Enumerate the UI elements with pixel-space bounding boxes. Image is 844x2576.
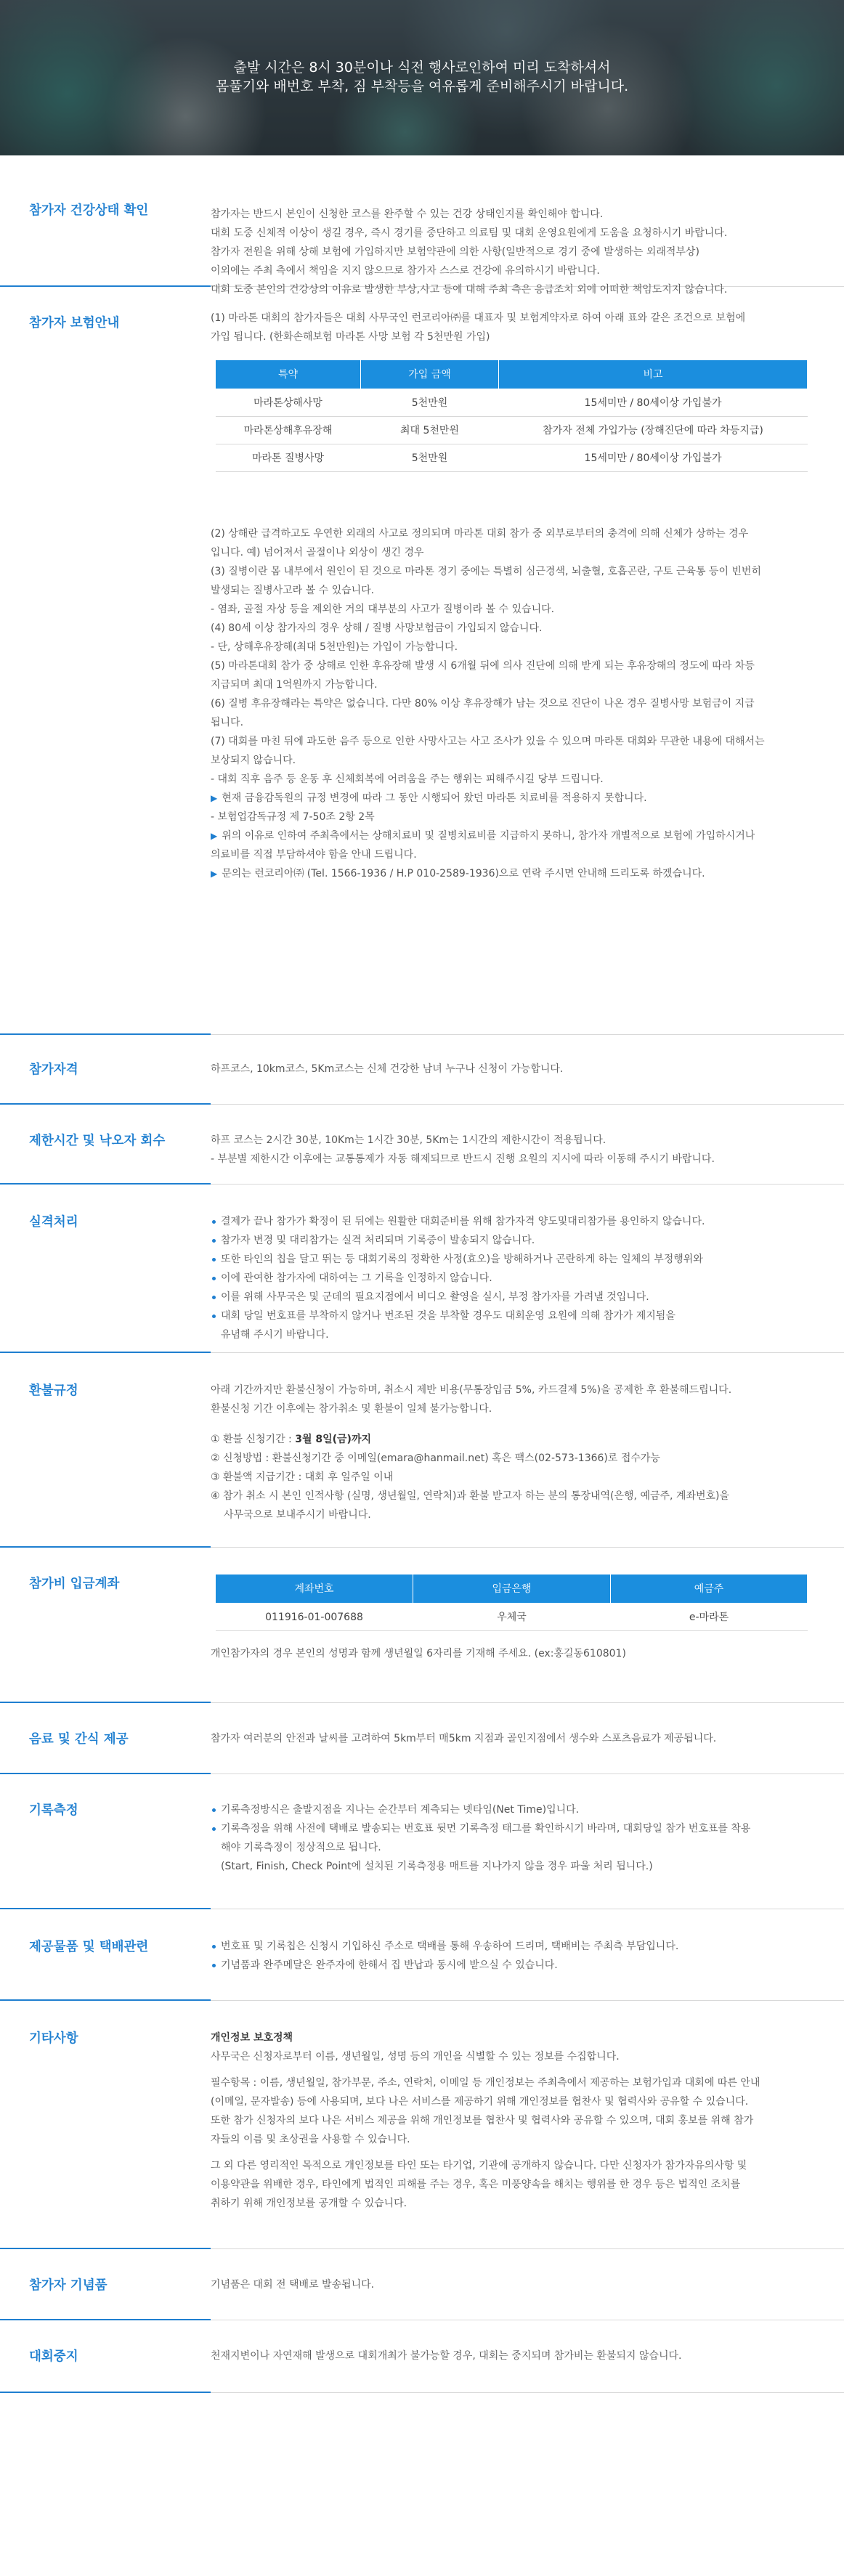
- text-line: - 보험업감독규정 제 7-50조 2항 2목: [211, 811, 375, 823]
- text-line: (2) 상해란 급격하고도 우연한 외래의 사고로 정의되며 마라톤 대회 참가 중 외부로부터의 충격에 의해 신체가 상하는 경우: [211, 528, 749, 540]
- notice-text: 위의 이유로 인하여 주최측에서는 상해치료비 및 질병치료비를 지급하지 못하니, 참가자 개별적으로 보험에 가입하시거나: [222, 830, 755, 842]
- table-cell: 15세미만 / 80세이상 가입불가: [499, 444, 808, 472]
- text-line: 대회 도중 본인의 건강상의 이유로 발생한 부상,사고 등에 대해 주최 측은 응급조치 외에 어떠한 책임도지지 않습니다.: [211, 284, 728, 296]
- list-item: 이를 위해 사무국은 및 군데의 필요지점에서 비디오 촬영을 실시, 부정 참가자를 가려낼 것입니다.: [211, 1288, 800, 1307]
- text-line: 됩니다.: [211, 717, 244, 728]
- table-row: [216, 417, 808, 444]
- section-delivery: [0, 1909, 844, 2001]
- table-cell: 참가자 전체 가입가능 (장해진단에 따라 차등지급): [499, 417, 808, 444]
- list-item: 이에 관여한 참가자에 대하여는 그 기록을 인정하지 않습니다.: [211, 1269, 800, 1288]
- account-holder: e-마라톤: [611, 1604, 808, 1631]
- text-line: 참가자 전원을 위해 상해 보험에 가입하지만 보험약관에 의한 사항(일반적으로 경기 중에 발생하는 외래적부상): [211, 246, 699, 258]
- text-line: 참가자는 반드시 본인이 신청한 코스를 완주할 수 있는 건강 상태인지를 확인해야 합니다.: [211, 208, 604, 220]
- section-body: [211, 1131, 844, 1184]
- text-line: 하프 코스는 2시간 30분, 10Km는 1시간 30분, 5Km는 1시간의 제한시간이 적용됩니다.: [211, 1134, 606, 1146]
- text-line: 환불신청 기간 이후에는 참가취소 및 환불이 일체 불가능합니다.: [211, 1403, 492, 1415]
- section-etc: [0, 2001, 844, 2249]
- notice-text: 현재 금융감독원의 규정 변경에 따라 그 동안 시행되어 왔던 마라톤 치료비를 적용하지 못합니다.: [222, 792, 647, 804]
- section-souvenir: [0, 2249, 844, 2320]
- section-refund: [0, 1353, 844, 1548]
- section-disqualification: [0, 1185, 844, 1353]
- section-title: 참가자 기념품: [29, 2278, 107, 2293]
- text-line: - 대회 직후 음주 등 운동 후 신체회복에 어려움을 주는 행위는 피해주시길 당부 드립니다.: [211, 773, 604, 785]
- list-item: 기록측정을 위해 사전에 택배로 발송되는 번호표 뒷면 기록측정 태그를 확인하시기 바라며, 대회당일 참가 번호표를 착용: [211, 1819, 800, 1838]
- section-qualification: [0, 1035, 844, 1105]
- table-row: [216, 444, 808, 472]
- section-title: 참가비 입금계좌: [29, 1577, 120, 1591]
- arrow-icon: ▶: [211, 869, 218, 879]
- notice-line: [211, 789, 808, 808]
- notice-line: [211, 826, 808, 845]
- section-body: [211, 2275, 844, 2320]
- section-title: 참가자격: [29, 1063, 78, 1077]
- section-title: 환불규정: [29, 1384, 78, 1398]
- section-record: [0, 1774, 844, 1909]
- text-line: 참가자 여러분의 안전과 날씨를 고려하여 5km부터 매5km 지점과 골인지점에서 생수와 스포츠음료가 제공됩니다.: [211, 1733, 717, 1744]
- text-line: - 부분별 제한시간 이후에는 교통통제가 자동 해제되므로 반드시 진행 요원의 지시에 따라 이동해 주시기 바랍니다.: [211, 1153, 715, 1165]
- section-drink: [0, 1703, 844, 1774]
- table-cell: 15세미만 / 80세이상 가입불가: [499, 389, 808, 417]
- text-line: 이외에는 주최 측에서 책임을 지지 않으므로 참가자 스스로 건강에 유의하시기 바랍니다.: [211, 265, 600, 277]
- table-cell: 최대 5천만원: [361, 417, 499, 444]
- text-line: 천재지변이나 자연재해 발생으로 대회개최가 불가능할 경우, 대회는 중지되며 참가비는 환불되지 않습니다.: [211, 2350, 682, 2362]
- table-header: 입금은행: [413, 1575, 611, 1604]
- section-title: 음료 및 간식 제공: [29, 1732, 129, 1747]
- text-line: - 염좌, 골절 자상 등을 제외한 거의 대부분의 사고가 질병이라 볼 수 있습니다.: [211, 604, 555, 615]
- list-item: 기념품과 완주메달은 완주자에 한해서 집 반납과 동시에 받으실 수 있습니다.: [211, 1956, 800, 1975]
- text-line: 개인참가자의 경우 본인의 성명과 함께 생년월일 6자리를 기재해 주세요. (ex:홍길동610801): [211, 1648, 626, 1659]
- account-table: [215, 1574, 808, 1631]
- text-line: 가입 됩니다. (한화손해보험 마라톤 사망 보험 각 5천만원 가입): [211, 331, 490, 343]
- section-body: [211, 205, 844, 296]
- text-line: (3) 질병이란 몸 내부에서 원인이 된 것으로 마라톤 경기 중에는 특별히 심근경색, 뇌출혈, 호흡곤란, 구토 근육통 등이 빈번히: [211, 566, 761, 577]
- section-body: [211, 1060, 844, 1104]
- table-header-row: [216, 360, 808, 389]
- list-item: 결제가 끝나 참가가 확정이 된 뒤에는 원활한 대회준비를 위해 참가자격 양도및대리참가를 용인하지 않습니다.: [211, 1212, 800, 1231]
- section-title: 기록측정: [29, 1803, 78, 1818]
- text-line: 유념해 주시기 바랍니다.: [221, 1329, 329, 1341]
- text-line: 사무국은 신청자로부터 이름, 생년월일, 성명 등의 개인을 식별할 수 있는 정보를 수집합니다.: [211, 2051, 620, 2063]
- table-header: 계좌번호: [216, 1575, 413, 1604]
- section-cancel: [0, 2320, 844, 2393]
- arrow-icon: ▶: [211, 831, 218, 841]
- section-body: [211, 1937, 844, 2000]
- text-line: 발생되는 질병사고라 볼 수 있습니다.: [211, 585, 375, 596]
- text-line: 또한 참가 신청자의 보다 나은 서비스 제공을 위해 개인정보를 협찬사 및 협력사와 공유할 수 있으며, 대회 홍보를 위해 참가: [211, 2115, 754, 2126]
- list-item: 또한 타인의 칩을 달고 뛰는 등 대회기록의 정확한 사정(효오)을 방해하거나 곤란하게 하는 일체의 부정행위와: [211, 1250, 800, 1269]
- section-title: 참가자 건강상태 확인: [29, 203, 149, 218]
- text-label: ① 환불 신청기간 :: [211, 1434, 296, 1445]
- text-line: 해야 기록측정이 정상적으로 됩니다.: [221, 1842, 381, 1853]
- section-body: [211, 1800, 844, 1909]
- text-line: 그 외 다른 영리적인 목적으로 개인정보를 타인 또는 타기업, 기관에 공개하지 않습니다. 다만 신청자가 참가자유의사항 및: [211, 2160, 747, 2171]
- table-header: 비고: [499, 360, 808, 389]
- text-line: 입니다. 예) 넘어져서 골절이나 외상이 생긴 경우: [211, 547, 424, 558]
- table-cell: 마라톤 질병사망: [216, 444, 361, 472]
- section-timelimit: [0, 1105, 844, 1185]
- list-item: 참가자 변경 및 대리참가는 실격 처리되며 기록증이 발송되지 않습니다.: [211, 1231, 800, 1250]
- privacy-heading: 개인정보 보호정책: [211, 2032, 293, 2044]
- table-cell: 5천만원: [361, 444, 499, 472]
- hero-line-1: 출발 시간은 8시 30분이나 식전 행사로인하여 미리 도착하셔서: [233, 60, 611, 76]
- text-line: (이메일, 문자발송) 등에 사용되며, 보다 나은 서비스를 제공하기 위해 개인정보를 협찬사 및 협력사와 공유할 수 있습니다.: [211, 2096, 749, 2108]
- text-line: 아래 기간까지만 환불신청이 가능하며, 취소시 제반 비용(무통장입금 5%, 카드결제 5%)을 공제한 후 환불해드립니다.: [211, 1384, 732, 1396]
- text-line: 이용약관을 위배한 경우, 타인에게 법적인 피해를 주는 경우, 혹은 미풍양속을 해치는 행위를 한 경우 등은 법적인 조치를: [211, 2179, 741, 2190]
- notice-text: 문의는 런코리아㈜ (Tel. 1566-1936 / H.P 010-2589-1936)으로 연락 주시면 안내해 드리도록 하겠습니다.: [222, 868, 705, 879]
- text-line: 의료비를 직접 부담하셔야 함을 안내 드립니다.: [211, 849, 417, 861]
- table-row: [216, 389, 808, 417]
- notice-line: [211, 864, 808, 883]
- section-body: [211, 1381, 844, 1547]
- list-item: 기록측정방식은 출발지점을 지나는 순간부터 계측되는 넷타임(Net Time)입니다.: [211, 1800, 800, 1819]
- table-cell: 마라톤상해사망: [216, 389, 361, 417]
- section-insurance: [0, 287, 844, 1035]
- section-title: 대회중지: [29, 2349, 78, 2364]
- text-line: 하프코스, 10km코스, 5Km코스는 신체 건강한 남녀 누구나 신청이 가능합니다.: [211, 1063, 564, 1075]
- section-title: 참가자 보험안내: [29, 316, 120, 330]
- section-body: [211, 1561, 844, 1702]
- text-line: (Start, Finish, Check Point에 설치된 기록측정용 매트를 지나가지 않을 경우 파울 처리 됩니다.): [221, 1861, 653, 1872]
- text-line: ② 신청방법 : 환불신청기간 중 이메일(emara@hanmail.net) 혹은 팩스(02-573-1366)로 접수가능: [211, 1452, 660, 1464]
- insurance-table: [215, 359, 808, 472]
- refund-deadline: 3월 8일(금)까지: [295, 1434, 371, 1445]
- list-item: 번호표 및 기록칩은 신청시 기입하신 주소로 택배를 통해 우송하여 드리며, 택배비는 주최측 부담입니다.: [211, 1937, 800, 1956]
- bank-name: 우체국: [413, 1604, 611, 1631]
- text-line: - 단, 상해후유장해(최대 5천만원)는 가입이 가능합니다.: [211, 641, 458, 653]
- arrow-icon: ▶: [211, 793, 218, 803]
- text-line: (7) 대회를 마친 뒤에 과도한 음주 등으로 인한 사망사고는 사고 조사가 있을 수 있으며 마라톤 대회와 무관한 내용에 대해서는: [211, 736, 765, 747]
- section-account: [0, 1548, 844, 1703]
- hero-line-2: 몸풀기와 배번호 부착, 짐 부착등을 여유롭게 준비해주시기 바랍니다.: [215, 78, 629, 94]
- section-body: [211, 2028, 844, 2248]
- section-title: 제공물품 및 택배관련: [29, 1940, 149, 1954]
- table-header-row: [216, 1575, 808, 1604]
- table-cell: 5천만원: [361, 389, 499, 417]
- section-title: 기타사항: [29, 2031, 78, 2046]
- refund-period: [211, 1430, 800, 1449]
- table-header: 특약: [216, 360, 361, 389]
- table-row: [216, 1604, 808, 1631]
- table-cell: 마라톤상해후유장해: [216, 417, 361, 444]
- section-body: [211, 1729, 844, 1773]
- table-header: 가입 금액: [361, 360, 499, 389]
- section-title: 제한시간 및 낙오자 회수: [29, 1134, 166, 1148]
- text-line: ③ 환불액 지급기간 : 대회 후 일주일 이내: [211, 1471, 394, 1483]
- section-title: 실격처리: [29, 1215, 78, 1230]
- text-line: 보상되지 않습니다.: [211, 755, 296, 766]
- text-line: 자들의 이름 및 초상권을 사용할 수 있습니다.: [211, 2134, 410, 2145]
- text-line: (5) 마라톤대회 참가 중 상해로 인한 후유장해 발생 시 6개월 뒤에 의사 진단에 의해 받게 되는 후유장해의 정도에 따라 차등: [211, 660, 755, 672]
- table-header: 예금주: [611, 1575, 808, 1604]
- text-line: 필수항목 : 이름, 생년월일, 참가부문, 주소, 연락처, 이메일 등 개인정보는 주최측에서 제공하는 보험가입과 대회에 따른 안내: [211, 2077, 760, 2089]
- hero-banner: [0, 0, 844, 155]
- section-body: [211, 309, 844, 1034]
- text-line: (4) 80세 이상 참가자의 경우 상해 / 질병 사망보험금이 가입되지 않습니다.: [211, 622, 543, 634]
- text-line: 대회 도중 신체적 이상이 생길 경우, 즉시 경기를 중단하고 의료팀 및 대회 운영요원에게 도움을 요청하시기 바랍니다.: [211, 227, 728, 239]
- list-item: 대회 당일 번호표를 부착하지 않거나 번조된 것을 부착할 경우도 대회운영 요원에 의해 참가가 제지됨을: [211, 1307, 800, 1325]
- text-line: (1) 마라톤 대회의 참가자들은 대회 사무국인 런코리아㈜를 대표자 및 보험계약자로 하여 아래 표와 같은 조건으로 보험에: [211, 312, 746, 324]
- hero-text: [0, 58, 844, 96]
- text-line: 지급되며 최대 1억원까지 가능합니다.: [211, 679, 378, 691]
- text-line: ④ 참가 취소 시 본인 인적사항 (실명, 생년월일, 연락처)과 환불 받고자 하는 분의 통장내역(은행, 예금주, 계좌번호)을: [211, 1490, 730, 1502]
- section-body: [211, 2347, 844, 2392]
- text-line: 취하기 위해 개인정보를 공개할 수 있습니다.: [211, 2198, 407, 2209]
- text-line: 사무국으로 보내주시기 바랍니다.: [224, 1509, 371, 1521]
- section-body: [211, 1212, 844, 1352]
- section-health: [0, 155, 844, 296]
- account-number: 011916-01-007688: [216, 1604, 413, 1631]
- text-line: 기념품은 대회 전 택배로 발송됩니다.: [211, 2279, 375, 2291]
- text-line: (6) 질병 후유장해라는 특약은 없습니다. 다만 80% 이상 후유장해가 남는 것으로 진단이 나온 경우 질병사망 보험금이 지급: [211, 698, 755, 710]
